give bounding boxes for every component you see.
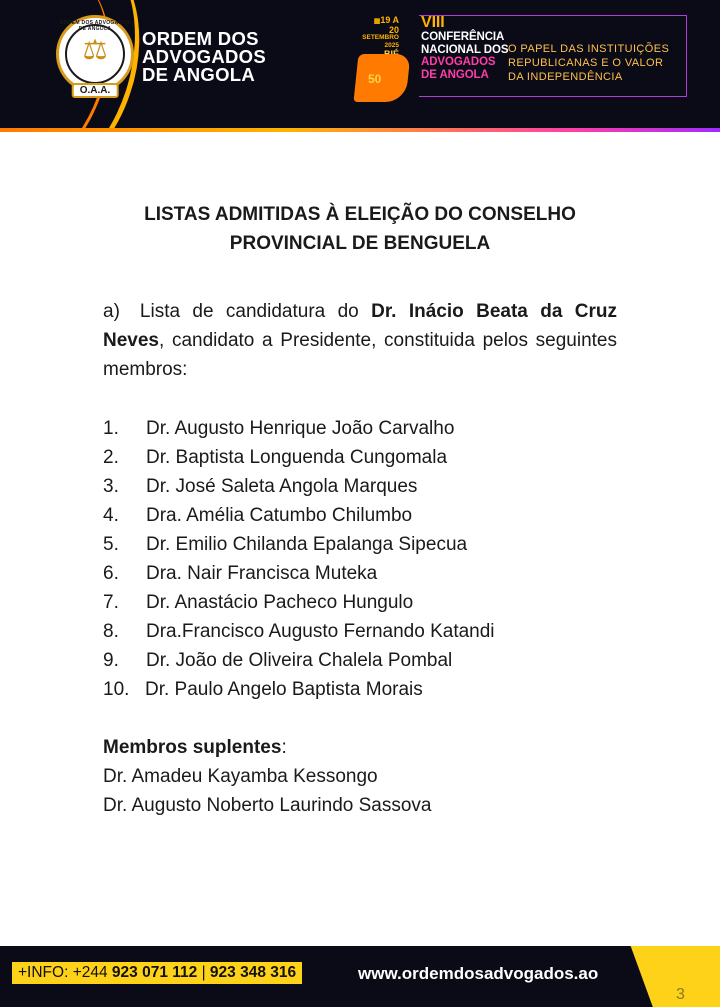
item-label: a): [103, 301, 120, 322]
seal-acronym: O.A.A.: [72, 83, 119, 98]
alternate-name: Dr. Augusto Noberto Laurindo Sassova: [103, 795, 432, 816]
list-item: [103, 617, 495, 646]
member-list: [103, 414, 495, 704]
intro-text: , candidato a Presidente, constituida pelos seguintes membros:: [103, 330, 617, 380]
conference-title-line: NACIONAL DOS: [421, 43, 509, 56]
phone-number[interactable]: 923 071 112: [111, 964, 198, 981]
intro-paragraph: [103, 297, 617, 384]
header-banner: [0, 0, 720, 132]
contact-info: [12, 962, 302, 984]
list-item: [103, 675, 495, 704]
header-gradient-stripe: [0, 128, 720, 132]
scales-of-justice-icon: ⚖: [82, 34, 108, 65]
list-item: [103, 530, 495, 559]
list-number: 4.: [103, 505, 119, 526]
list-number: 10.: [103, 679, 130, 700]
conference-date: [362, 16, 399, 58]
info-prefix: +INFO: +244: [18, 964, 112, 981]
conference-title-line: CONFERÊNCIA: [421, 31, 505, 43]
intro-text: Lista de candidatura do: [139, 301, 372, 322]
member-name: Dr. Anastácio Pacheco Hungulo: [146, 592, 414, 613]
motto-line: O PAPEL DAS INSTITUIÇÕES: [508, 43, 670, 55]
alternates-heading-suffix: :: [281, 737, 287, 758]
phone-number[interactable]: 923 348 316: [209, 964, 297, 981]
member-name: Dr. Baptista Longuenda Cungomala: [146, 447, 448, 468]
member-name: Dra. Nair Francisca Muteka: [146, 563, 378, 584]
org-name-line: ADVOGADOS: [142, 46, 266, 67]
website-link[interactable]: www.ordemdosadvogados.ao: [358, 964, 599, 983]
conference-year: 2025: [384, 42, 399, 49]
list-number: 1.: [103, 418, 119, 439]
list-item: [103, 414, 495, 443]
document-title: [100, 200, 620, 258]
list-number: 2.: [103, 447, 119, 468]
list-item: [103, 588, 495, 617]
list-number: 6.: [103, 563, 119, 584]
conference-title-line: ADVOGADOS: [421, 56, 496, 69]
calendar-icon: ▦: [373, 18, 381, 25]
member-name: Dra. Amélia Catumbo Chilumbo: [146, 505, 413, 526]
list-item: [103, 472, 495, 501]
list-item: [103, 501, 495, 530]
org-name-line: DE ANGOLA: [142, 64, 256, 85]
member-name: Dr. João de Oliveira Chalela Pombal: [146, 650, 453, 671]
member-name: Dr. Augusto Henrique João Carvalho: [146, 418, 455, 439]
list-item: [103, 443, 495, 472]
conference-motto: [508, 42, 688, 84]
list-number: 9.: [103, 650, 119, 671]
alternate-members: [103, 733, 431, 820]
alternate-name: Dr. Amadeu Kayamba Kessongo: [103, 766, 378, 787]
conference-days: 19 A 20: [380, 15, 399, 35]
member-name: Dr. José Saleta Angola Marques: [146, 476, 418, 497]
org-name-line: ORDEM DOS: [142, 28, 259, 49]
angola-map-icon: [353, 54, 410, 102]
anniversary-number: 50: [368, 72, 382, 86]
conference-month: SETEMBRO: [362, 34, 399, 41]
alternates-heading: Membros suplentes: [103, 737, 282, 758]
footer-accent: [628, 946, 720, 1007]
list-number: 3.: [103, 476, 119, 497]
list-number: 7.: [103, 592, 119, 613]
motto-line: DA INDEPENDÊNCIA: [508, 71, 623, 83]
seal-arc-text: ORDEM DOS ADVOGADOS DE ANGOLA: [59, 20, 131, 32]
candidate-name: Dr. Inácio Beata da Cruz Neves: [103, 301, 617, 351]
motto-line: REPUBLICANAS E O VALOR: [508, 57, 664, 69]
member-name: Dr. Paulo Angelo Baptista Morais: [145, 679, 423, 700]
footer-bar: [0, 946, 720, 1007]
oaa-seal-logo: [56, 15, 134, 96]
document-title-line: LISTAS ADMITIDAS À ELEIÇÃO DO CONSELHO: [144, 204, 576, 225]
conference-edition: VIII: [421, 14, 445, 31]
conference-title-line: DE ANGOLA: [421, 68, 489, 81]
phone-separator: |: [197, 964, 210, 981]
member-name: Dra.Francisco Augusto Fernando Katandi: [146, 621, 495, 642]
list-number: 8.: [103, 621, 119, 642]
document-title-line: PROVINCIAL DE BENGUELA: [229, 233, 491, 254]
page-number: 3: [676, 986, 685, 1003]
member-name: Dr. Emilio Chilanda Epalanga Sipecua: [146, 534, 468, 555]
list-number: 5.: [103, 534, 119, 555]
list-item: [103, 646, 495, 675]
list-item: [103, 559, 495, 588]
conference-title: [421, 15, 508, 81]
organization-name: [142, 30, 266, 84]
